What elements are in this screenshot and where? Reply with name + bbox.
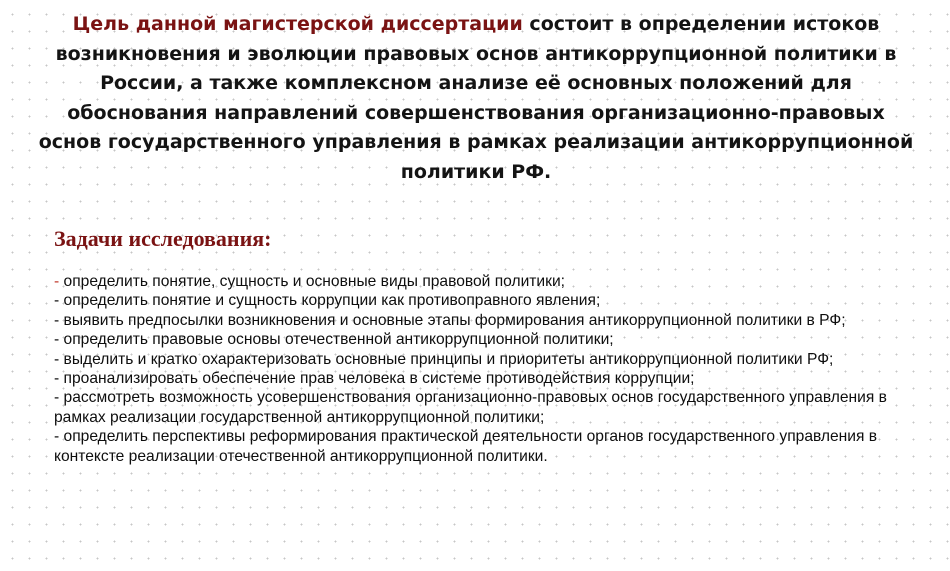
task-item [54, 388, 924, 427]
task-text: рассмотреть возможность усовершенствования организационно-правовых основ государственного управления в рамках реализации государственной антикоррупционной политики; [54, 389, 887, 426]
task-item [54, 369, 924, 388]
task-dash: - [54, 350, 64, 368]
task-text: выделить и кратко охарактеризовать основные принципы и приоритеты антикоррупционной политики РФ; [63, 350, 834, 368]
goal-text: состоит в определении истоков возникновения и эволюции правовых основ антикоррупционной политики в России, а также комплексном анализе её основных положений для обоснования направлений совершенствования организационно-правовых основ государственного управления в рамках реализации антикоррупционной политики РФ. [38, 13, 914, 183]
task-item [54, 330, 924, 349]
task-text: выявить предпосылки возникновения и основные этапы формирования антикоррупционной политики в РФ; [63, 311, 846, 329]
goal-accent: Цель данной магистерской диссертации [72, 13, 523, 35]
goal-paragraph [36, 10, 916, 187]
task-text: определить правовые основы отечественной антикоррупционной политики; [63, 331, 614, 349]
task-item [54, 350, 924, 369]
task-dash: - [54, 389, 64, 407]
task-dash: - [54, 273, 64, 290]
task-text: определить перспективы реформирования практической деятельности органов государственного управления в контексте реализации отечественной антикоррупционной политики. [54, 428, 878, 465]
task-dash: - [54, 428, 64, 446]
task-item [54, 291, 924, 310]
task-text: определить понятие и сущность коррупции как противоправного явления; [63, 292, 601, 310]
task-item [54, 311, 924, 330]
tasks-list [54, 272, 924, 466]
task-dash: - [54, 311, 64, 329]
task-text: определить понятие, сущность и основные виды правовой политики; [63, 273, 566, 290]
task-item [54, 427, 924, 466]
task-dash: - [54, 370, 64, 388]
task-dash: - [54, 292, 64, 310]
tasks-heading: Задачи исследования: [54, 226, 272, 251]
task-dash: - [54, 331, 64, 349]
task-text: проанализировать обеспечение прав человека в системе противодействия коррупции; [63, 370, 695, 388]
task-item [54, 272, 924, 291]
